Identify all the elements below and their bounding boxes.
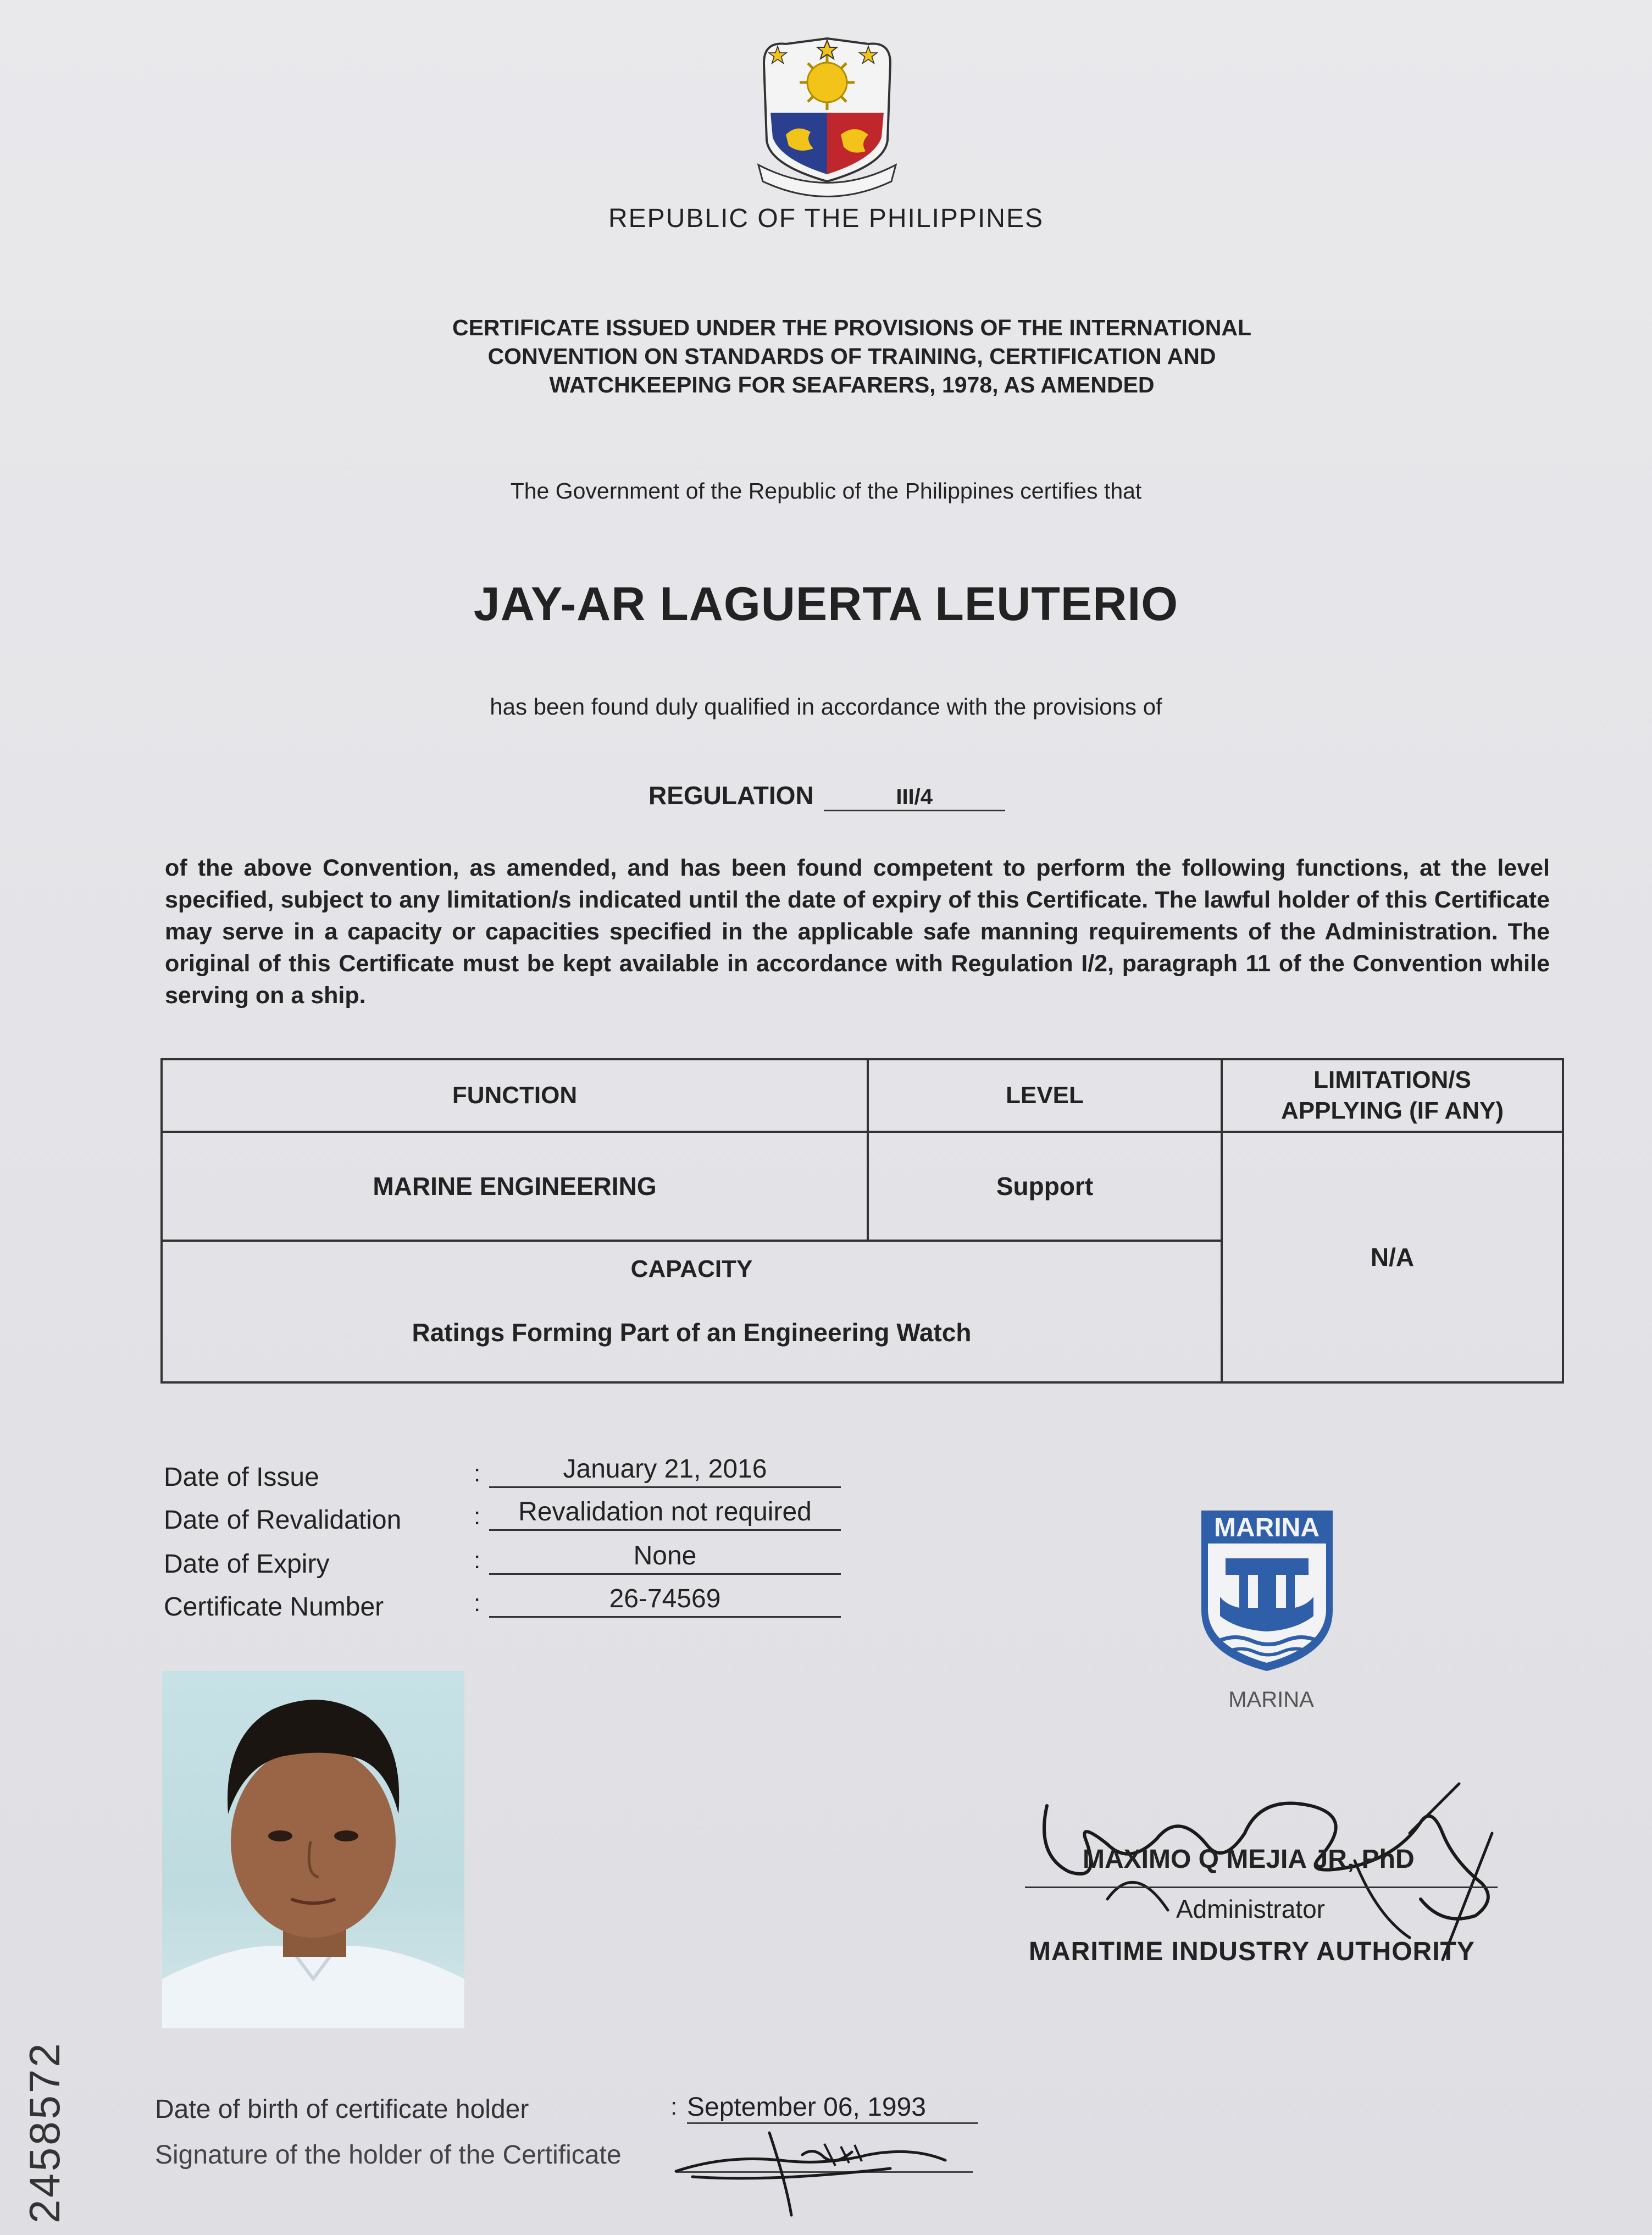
- certificate-number-label: Certificate Number: [164, 1592, 384, 1622]
- date-of-revalidation-value: Revalidation not required: [489, 1497, 841, 1531]
- administrator-name: MAXIMO Q MEJIA JR, PhD: [1083, 1845, 1415, 1874]
- date-of-revalidation-label: Date of Revalidation: [164, 1506, 402, 1535]
- convention-paragraph: of the above Convention, as amended, and has been found competent to perform the following functions, at the level specified, subject to any limitation/s indicated until the date of expiry of this Certificate. The lawful holder of this Certificate may serve in a capacity or capacities specified in the applicable safe manning requirements of the Administration. The original of this Certificate must be kept available in accordance with Regulation I/2, paragraph 11 of the Convention while serving on a ship.: [165, 855, 1550, 1009]
- capacity-label: CAPACITY: [630, 1255, 753, 1282]
- capacity-value: Ratings Forming Part of an Engineering Watch: [412, 1318, 972, 1347]
- date-of-expiry-label: Date of Expiry: [164, 1550, 330, 1579]
- level-header: LEVEL: [1006, 1082, 1084, 1109]
- limitations-header-line-1: LIMITATION/S: [1313, 1066, 1471, 1093]
- detail-colon: :: [474, 1547, 481, 1574]
- level-value: Support: [996, 1172, 1094, 1201]
- holder-photo: [162, 1671, 464, 2028]
- limitations-value: N/A: [1370, 1243, 1415, 1271]
- holder-name: JAY-AR LAGUERTA LEUTERIO: [473, 578, 1179, 630]
- function-table: [160, 1058, 1564, 1384]
- certificate-number-value: 26-74569: [489, 1584, 841, 1618]
- date-of-issue-label: Date of Issue: [164, 1463, 319, 1492]
- certificate-heading-line-2: CONVENTION ON STANDARDS OF TRAINING, CERTIFICATION AND: [487, 344, 1216, 369]
- holder-portrait-image: [162, 1671, 464, 2028]
- date-of-birth-colon: :: [670, 2093, 678, 2120]
- date-of-birth-label: Date of birth of certificate holder: [155, 2095, 529, 2124]
- detail-colon: :: [474, 1460, 481, 1487]
- date-of-expiry-value: None: [489, 1541, 841, 1575]
- serial-number-text: 2458572: [20, 2041, 69, 2223]
- marina-logo-icon: [1197, 1506, 1337, 1674]
- administrator-signature: [1025, 1773, 1509, 2004]
- certificate-heading-line-3: WATCHKEEPING FOR SEAFARERS, 1978, AS AMENDED: [549, 372, 1155, 397]
- detail-colon: :: [474, 1503, 481, 1530]
- date-of-birth-value: September 06, 1993: [687, 2092, 978, 2124]
- republic-title: REPUBLIC OF THE PHILIPPINES: [608, 204, 1044, 233]
- date-of-issue-value: January 21, 2016: [489, 1454, 841, 1488]
- limitations-header: [1223, 1060, 1562, 1131]
- government-certifies-text: The Government of the Republic of the Philippines certifies that: [510, 478, 1142, 504]
- holder-signature-label: Signature of the holder of the Certificate: [155, 2140, 622, 2170]
- serial-number: [11, 1973, 71, 2226]
- detail-colon: :: [474, 1590, 481, 1617]
- function-header: FUNCTION: [452, 1082, 578, 1109]
- regulation-value: III/4: [824, 785, 1005, 811]
- administrator-title: Administrator: [1176, 1895, 1325, 1923]
- qualified-text: has been found duly qualified in accordance with the provisions of: [490, 694, 1162, 720]
- regulation-label: REGULATION: [648, 781, 814, 810]
- signature-line: [1025, 1887, 1498, 1888]
- certificate-heading: [330, 313, 1374, 399]
- certificate-heading-line-1: CERTIFICATE ISSUED UNDER THE PROVISIONS OF THE INTERNATIONAL: [452, 315, 1252, 340]
- coat-of-arms-seal-icon: [747, 30, 907, 201]
- holder-signature: [659, 2094, 989, 2226]
- marina-caption: MARINA: [1228, 1688, 1314, 1712]
- maritime-industry-authority: MARITIME INDUSTRY AUTHORITY: [1029, 1937, 1475, 1966]
- regulation-field: [648, 781, 1005, 811]
- marina-logo-text: MARINA: [1214, 1513, 1320, 1542]
- table-divider: [163, 1240, 1223, 1242]
- function-value: MARINE ENGINEERING: [373, 1172, 657, 1201]
- limitations-header-line-2: APPLYING (IF ANY): [1280, 1097, 1504, 1124]
